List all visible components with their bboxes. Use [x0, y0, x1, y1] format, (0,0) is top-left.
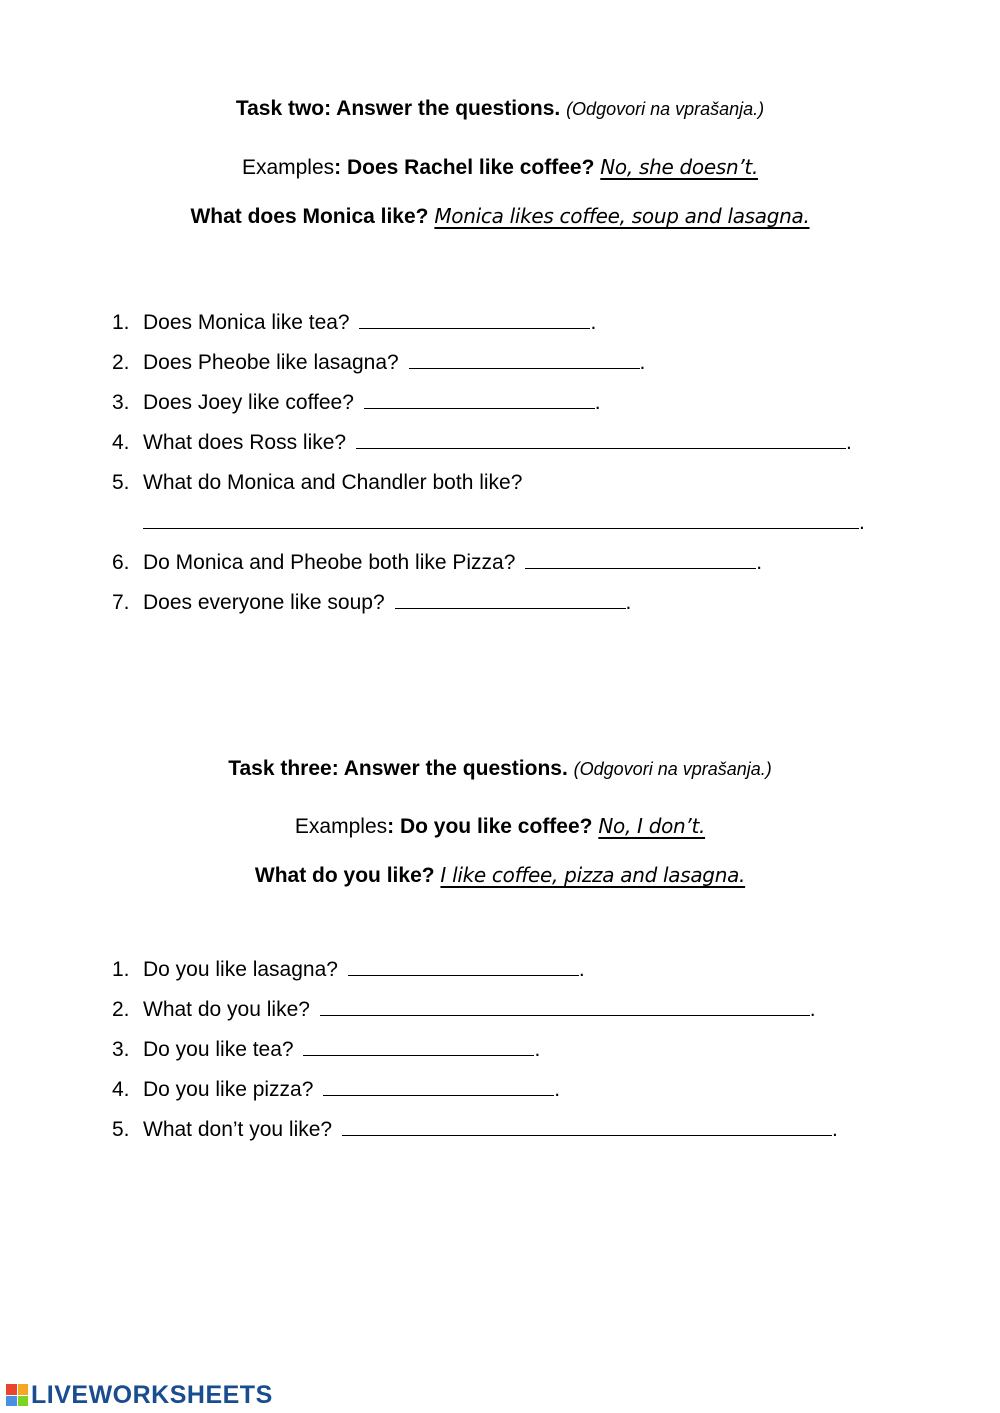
question-text: Does Joey like coffee?: [143, 391, 354, 414]
question-text: Do you like lasagna?: [143, 958, 338, 981]
task-three-example-2: [0, 862, 1000, 889]
task-three-title: Task three: Answer the questions.: [228, 757, 568, 780]
answer-blank[interactable]: [359, 327, 590, 329]
question-number: 5.: [112, 471, 130, 494]
answer-blank[interactable]: [303, 1054, 534, 1056]
question-number: 4.: [112, 431, 130, 454]
task-two-question-3: [112, 390, 865, 416]
task-two-question-5-answer-line: [112, 510, 865, 536]
question-text: What don’t you like?: [143, 1118, 333, 1141]
task-three-example-1-answer: No, I don’t.: [598, 814, 706, 838]
period: .: [831, 1118, 838, 1141]
logo-square: [6, 1396, 17, 1407]
task-three-example-2-answer: I like coffee, pizza and lasagna.: [440, 863, 746, 887]
task-three-note: (Odgovori na vprašanja.): [573, 759, 772, 779]
question-text: What do you like?: [143, 998, 310, 1021]
task-three-question-3: [112, 1037, 838, 1063]
task-three-question-4: [112, 1077, 838, 1103]
period: .: [639, 351, 646, 374]
liveworksheets-logo[interactable]: [6, 1382, 273, 1408]
task-two-question-list: [112, 310, 865, 616]
task-two-note: (Odgovori na vprašanja.): [566, 99, 765, 119]
question-text: What does Ross like?: [143, 431, 347, 454]
task-two-question-1: [112, 310, 865, 336]
question-text: What do Monica and Chandler both like?: [143, 471, 523, 494]
task-two-example-1: [0, 154, 1000, 181]
period: .: [590, 311, 597, 334]
task-two-question-6: [112, 550, 865, 576]
task-two-question-2: [112, 350, 865, 376]
period: .: [859, 511, 865, 534]
task-three-example-prefix: Examples: [294, 815, 388, 838]
task-three-example-1-question: : Do you like coffee?: [387, 815, 593, 838]
logo-square: [18, 1396, 29, 1407]
task-two-question-5: [112, 470, 865, 496]
question-text: Do you like tea?: [143, 1038, 294, 1061]
task-three-title-line: [0, 756, 1000, 782]
question-number: 2.: [112, 998, 130, 1021]
answer-blank[interactable]: [342, 1134, 832, 1136]
task-two-example-2: [0, 203, 1000, 230]
answer-blank[interactable]: [323, 1094, 554, 1096]
question-number: 3.: [112, 391, 130, 414]
answer-blank[interactable]: [356, 447, 846, 449]
task-two-title: Task two: Answer the questions.: [235, 97, 561, 120]
answer-blank[interactable]: [143, 527, 859, 529]
question-number: 2.: [112, 351, 130, 374]
question-number: 7.: [112, 591, 130, 614]
period: .: [578, 958, 585, 981]
task-two-question-7: [112, 590, 865, 616]
logo-square: [6, 1384, 17, 1395]
question-text: Does everyone like soup?: [143, 591, 385, 614]
question-text: Do you like pizza?: [143, 1078, 314, 1101]
task-two-title-line: [0, 96, 1000, 122]
answer-blank[interactable]: [348, 974, 579, 976]
question-number: 6.: [112, 551, 130, 574]
task-two-question-4: [112, 430, 865, 456]
question-text: Does Monica like tea?: [143, 311, 350, 334]
period: .: [534, 1038, 541, 1061]
task-three-question-5: [112, 1117, 838, 1143]
question-number: 1.: [112, 311, 130, 334]
task-two-example-1-answer: No, she doesn’t.: [600, 155, 759, 179]
question-number: 4.: [112, 1078, 130, 1101]
task-three-question-list: [112, 957, 838, 1143]
task-two-example-2-question: What does Monica like?: [190, 205, 429, 228]
question-number: 1.: [112, 958, 130, 981]
period: .: [845, 431, 852, 454]
answer-blank[interactable]: [320, 1014, 810, 1016]
logo-square: [18, 1384, 29, 1395]
period: .: [554, 1078, 561, 1101]
logo-text: LIVEWORKSHEETS: [31, 1380, 273, 1409]
question-text: Do Monica and Pheobe both like Pizza?: [143, 551, 516, 574]
task-three-example-2-question: What do you like?: [254, 864, 435, 887]
answer-blank[interactable]: [395, 607, 626, 609]
task-two-example-1-question: : Does Rachel like coffee?: [334, 156, 595, 179]
liveworksheets-logo-icon: [6, 1384, 28, 1406]
period: .: [756, 551, 763, 574]
period: .: [809, 998, 816, 1021]
task-two-example-prefix: Examples: [241, 156, 335, 179]
answer-blank[interactable]: [364, 407, 595, 409]
period: .: [594, 391, 601, 414]
task-three-question-1: [112, 957, 838, 983]
question-number: 5.: [112, 1118, 130, 1141]
answer-blank[interactable]: [525, 567, 756, 569]
period: .: [625, 591, 632, 614]
task-three-question-2: [112, 997, 838, 1023]
answer-blank[interactable]: [409, 367, 640, 369]
task-three-example-1: [0, 813, 1000, 840]
question-text: Does Pheobe like lasagna?: [143, 351, 399, 374]
question-number: 3.: [112, 1038, 130, 1061]
task-two-example-2-answer: Monica likes coffee, soup and lasagna.: [434, 204, 810, 228]
